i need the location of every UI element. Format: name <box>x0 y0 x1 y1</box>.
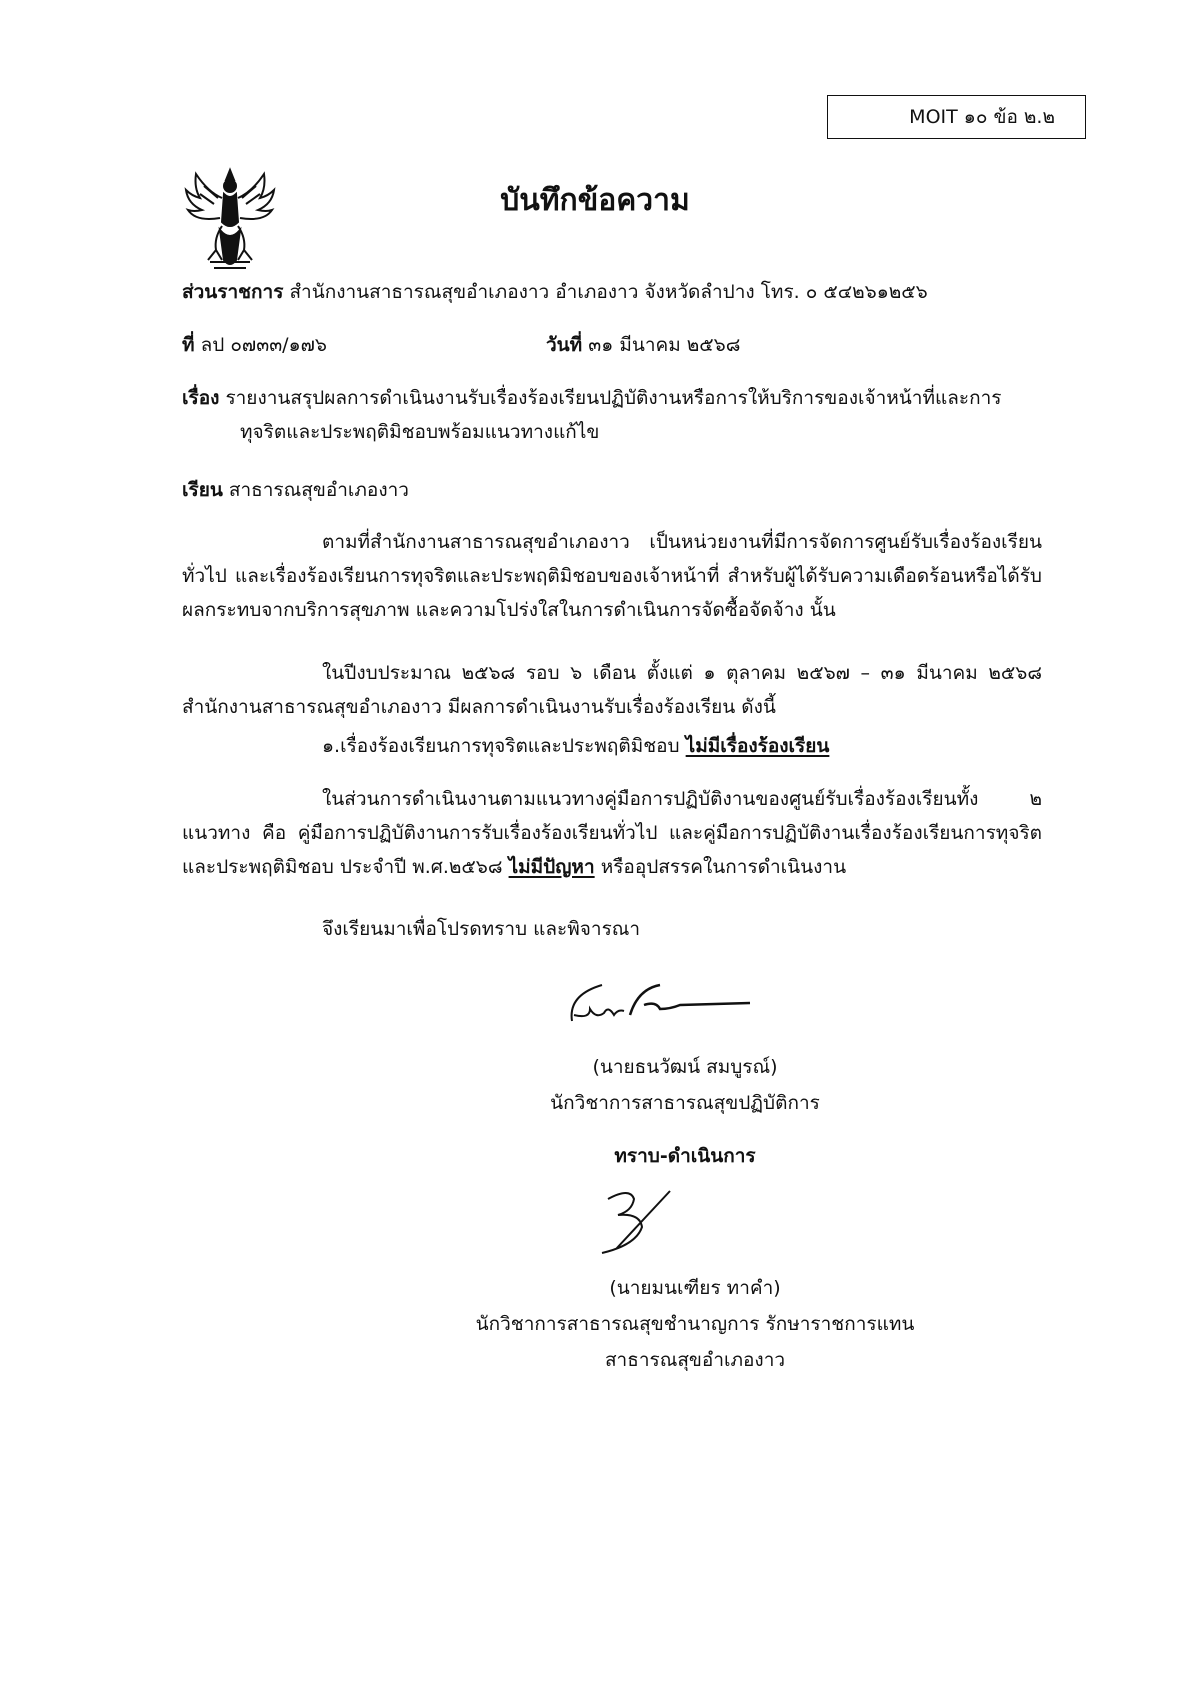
approval-note: ทราบ-ดำเนินการ <box>614 1145 756 1167</box>
reference-line <box>182 330 327 360</box>
salutation-value: สาธารณสุขอำเภองาว <box>228 479 409 501</box>
reference-label: ที่ <box>182 334 195 356</box>
date-label: วันที่ <box>546 334 583 356</box>
body-paragraph-3-tail: หรืออุปสรรคในการดำเนินงาน <box>600 856 847 878</box>
body-paragraph-1-text: ตามที่สำนักงานสาธารณสุขอำเภองาว เป็นหน่วยงานที่มีการจัดการศูนย์รับเรื่องร้องเรียนทั่วไป และเรื่องร้องเรียนการทุจริตและประพฤติมิชอบของเจ้าหน้าที่ สำหรับผู้ได้รับความเดือดร้อนหรือได้รับผลกระทบจากบริการสุขภาพ และความโปร่งใสในการดำเนินการจัดซื้อจัดจ้าง นั้น <box>182 531 1042 621</box>
document-code: MOIT ๑๐ ข้อ ๒.๒ <box>909 106 1055 128</box>
salutation-label: เรียน <box>182 479 223 501</box>
complaint-item-1-text: ๑.เรื่องร้องเรียนการทุจริตและประพฤติมิชอบ <box>322 735 680 757</box>
body-paragraph-3-text: ในส่วนการดำเนินงานตามแนวทางคู่มือการปฏิบัติงานของศูนย์รับเรื่องร้องเรียนทั้ง ๒ แนวทาง คือ คู่มือการปฏิบัติงานการรับเรื่องร้องเรียนทั่วไป และคู่มือการปฏิบัติงานเรื่องร้องเรียนการทุจริตและประพฤติมิชอบ ประจำปี พ.ศ.๒๕๖๘ <box>182 788 1042 878</box>
agency-line <box>182 277 928 307</box>
signature-2-image <box>590 1183 680 1258</box>
document-code-box <box>827 95 1086 139</box>
body-paragraph-1 <box>182 525 1042 627</box>
reference-value: ลป ๐๗๓๓/๑๗๖ <box>200 334 327 356</box>
signer-1-position: นักวิชาการสาธารณสุขปฏิบัติการ <box>550 1092 820 1114</box>
subject-text-2: ทุจริตและประพฤติมิชอบพร้อมแนวทางแก้ไข <box>240 421 600 443</box>
signer-1-name: (นายธนวัฒน์ สมบูรณ์) <box>592 1056 778 1078</box>
date-line <box>546 330 740 360</box>
body-paragraph-2-text: ในปีงบประมาณ ๒๕๖๘ รอบ ๖ เดือน ตั้งแต่ ๑ ตุลาคม ๒๕๖๗ – ๓๑ มีนาคม ๒๕๖๘ สำนักงานสาธารณสุขอำเภองาว มีผลการดำเนินงานรับเรื่องร้องเรียน ดังนี้ <box>182 662 1042 718</box>
subject-text-1: รายงานสรุปผลการดำเนินงานรับเรื่องร้องเรียนปฏิบัติงานหรือการให้บริการของเจ้าหน้าที่และการ <box>225 387 1002 409</box>
agency-value: สำนักงานสาธารณสุขอำเภองาว อำเภองาว จังหวัดลำปาง โทร. ๐ ๕๔๒๖๑๒๕๖ <box>289 281 928 303</box>
signer-2-name: (นายมนเฑียร ทาคำ) <box>609 1277 781 1299</box>
signer-2-position-2: สาธารณสุขอำเภองาว <box>604 1349 786 1371</box>
closing-line: จึงเรียนมาเพื่อโปรดทราบ และพิจารณา <box>322 918 641 940</box>
subject-line <box>182 383 1001 413</box>
signature-1-image <box>560 975 760 1035</box>
salutation-line <box>182 475 409 505</box>
garuda-emblem-icon <box>180 164 280 274</box>
complaint-item-1-result: ไม่มีเรื่องร้องเรียน <box>685 735 830 757</box>
signer-2-position: นักวิชาการสาธารณสุขชำนาญการ รักษาราชการแทน <box>475 1313 915 1335</box>
body-paragraph-2 <box>182 656 1042 724</box>
body-paragraph-3 <box>182 782 1042 884</box>
date-value: ๓๑ มีนาคม ๒๕๖๘ <box>588 334 741 356</box>
complaint-item-1 <box>322 731 829 761</box>
subject-label: เรื่อง <box>182 387 220 409</box>
body-paragraph-3-result: ไม่มีปัญหา <box>508 856 595 878</box>
agency-label: ส่วนราชการ <box>182 281 284 303</box>
page-title: บันทึกข้อความ <box>500 183 690 218</box>
